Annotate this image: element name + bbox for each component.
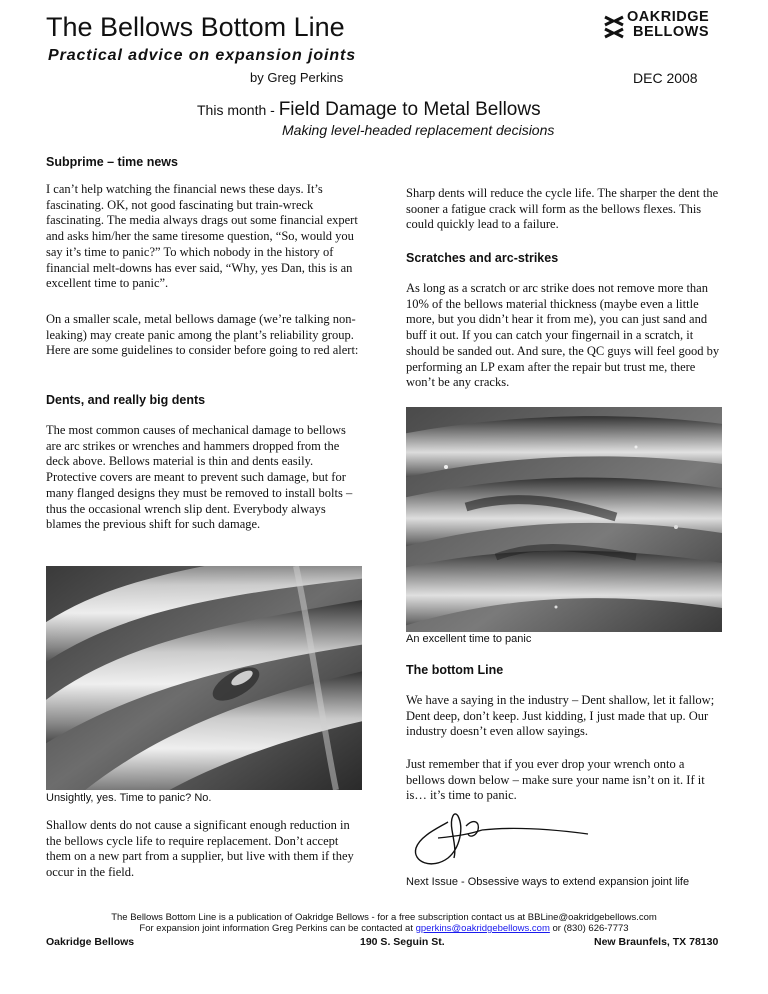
headline-tagline: Making level-headed replacement decisions <box>282 122 555 138</box>
footer-contact-phone: or (830) 626-7773 <box>549 923 629 934</box>
issue-date: DEC 2008 <box>633 70 698 86</box>
next-issue-teaser: Next Issue - Obsessive ways to extend expansion joint life <box>406 876 690 888</box>
author-signature <box>408 808 598 870</box>
feature-headline <box>197 99 541 121</box>
footer-contact-line <box>0 923 768 934</box>
footer-contact-prefix: For expansion joint information Greg Perkins can be contacted at <box>139 923 416 934</box>
paragraph-bellows-damage: On a smaller scale, metal bellows damage (we’re talking non-leaking) may create panic among the plant’s reliability group. Here are some guidelines to consider before going to red alert: <box>46 312 359 358</box>
damaged-bellows-photo <box>406 407 722 632</box>
paragraph-wrench: Just remember that if you ever drop your wrench onto a bellows down below – make sure your name isn’t on it. If it is… it’s time to panic. <box>406 757 705 803</box>
footer-city: New Braunfels, TX 78130 <box>594 936 719 948</box>
paragraph-shallow-dents: Shallow dents do not cause a significant enough reduction in the bellows cycle life to require replacement. Don’t accept them on a new part from a supplier, but live with them if they occur in the field. <box>46 818 354 880</box>
headline-title: Field Damage to Metal Bellows <box>278 99 541 120</box>
heading-dents: Dents, and really big dents <box>46 393 206 407</box>
paragraph-scratches: As long as a scratch or arc strike does not remove more than 10% of the bellows material thickness (maybe even a little more, but you didn’t hear it from me), you can just sand and buff it out. If you can catch your fingernail in a scratch, it should be sanded out. And sure, the QC guys will feel good by performing an LP exam after the repair but trust me, there won’t be any cracks. <box>406 281 720 390</box>
footer-street: 190 S. Seguin St. <box>360 936 445 948</box>
heading-scratches: Scratches and arc-strikes <box>406 251 559 265</box>
heading-bottom-line: The bottom Line <box>406 663 504 677</box>
author-email-link[interactable]: gperkins@oakridgebellows.com <box>415 923 550 934</box>
photo-caption-dent: Unsightly, yes. Time to panic? No. <box>46 792 212 804</box>
footer-company: Oakridge Bellows <box>46 936 135 948</box>
newsletter-subtitle: Practical advice on expansion joints <box>48 47 357 64</box>
headline-prefix: This month - <box>197 102 279 118</box>
footer-publication-info: The Bellows Bottom Line is a publication of Oakridge Bellows - for a free subscription contact us at BBLine@oakridgebellows.com <box>111 912 657 923</box>
paragraph-dent-causes: The most common causes of mechanical damage to bellows are arc strikes or wrenches and hammers dropped from the deck above. Bellows material is thin and dents easily. Protective covers are meant to prevent such damage, but for many flanged designs they must be removed to install bolts – thus the occasional wrench slip dent. Everybody always blames the previous shift for such damage. <box>46 423 353 532</box>
byline: by Greg Perkins <box>250 70 344 85</box>
photo-caption-panic: An excellent time to panic <box>406 633 532 645</box>
paragraph-saying: We have a saying in the industry – Dent shallow, let it fallow; Dent deep, don’t keep. Just kidding, I just made that up. Our industry doesn’t even allow sayings. <box>406 693 715 739</box>
dented-bellows-image <box>46 566 362 790</box>
heading-subprime: Subprime – time news <box>46 155 178 169</box>
dented-bellows-photo <box>46 566 362 790</box>
bellows-logo-icon <box>603 11 625 43</box>
logo-line-1: OAKRIDGE <box>627 9 710 25</box>
newsletter-title: The Bellows Bottom Line <box>46 12 345 42</box>
oakridge-bellows-logo <box>603 10 723 44</box>
paragraph-financial-news: I can’t help watching the financial news these days. It’s fascinating. OK, not good fascinating but train-wreck fascinating. The media always drags out some financial expert and asks him/her the same tiresome question, “So, would you say it’s time to panic?” To which nobody in the history of financial melt-downs has ever said, “Why, yes Dan, this is an excellent time to panic”. <box>46 182 358 291</box>
logo-line-2: BELLOWS <box>633 24 709 40</box>
paragraph-sharp-dents: Sharp dents will reduce the cycle life. The sharper the dent the sooner a fatigue crack will form as the bellows flexes. This could quickly lead to a failure. <box>406 186 719 232</box>
damaged-bellows-image <box>406 407 722 632</box>
